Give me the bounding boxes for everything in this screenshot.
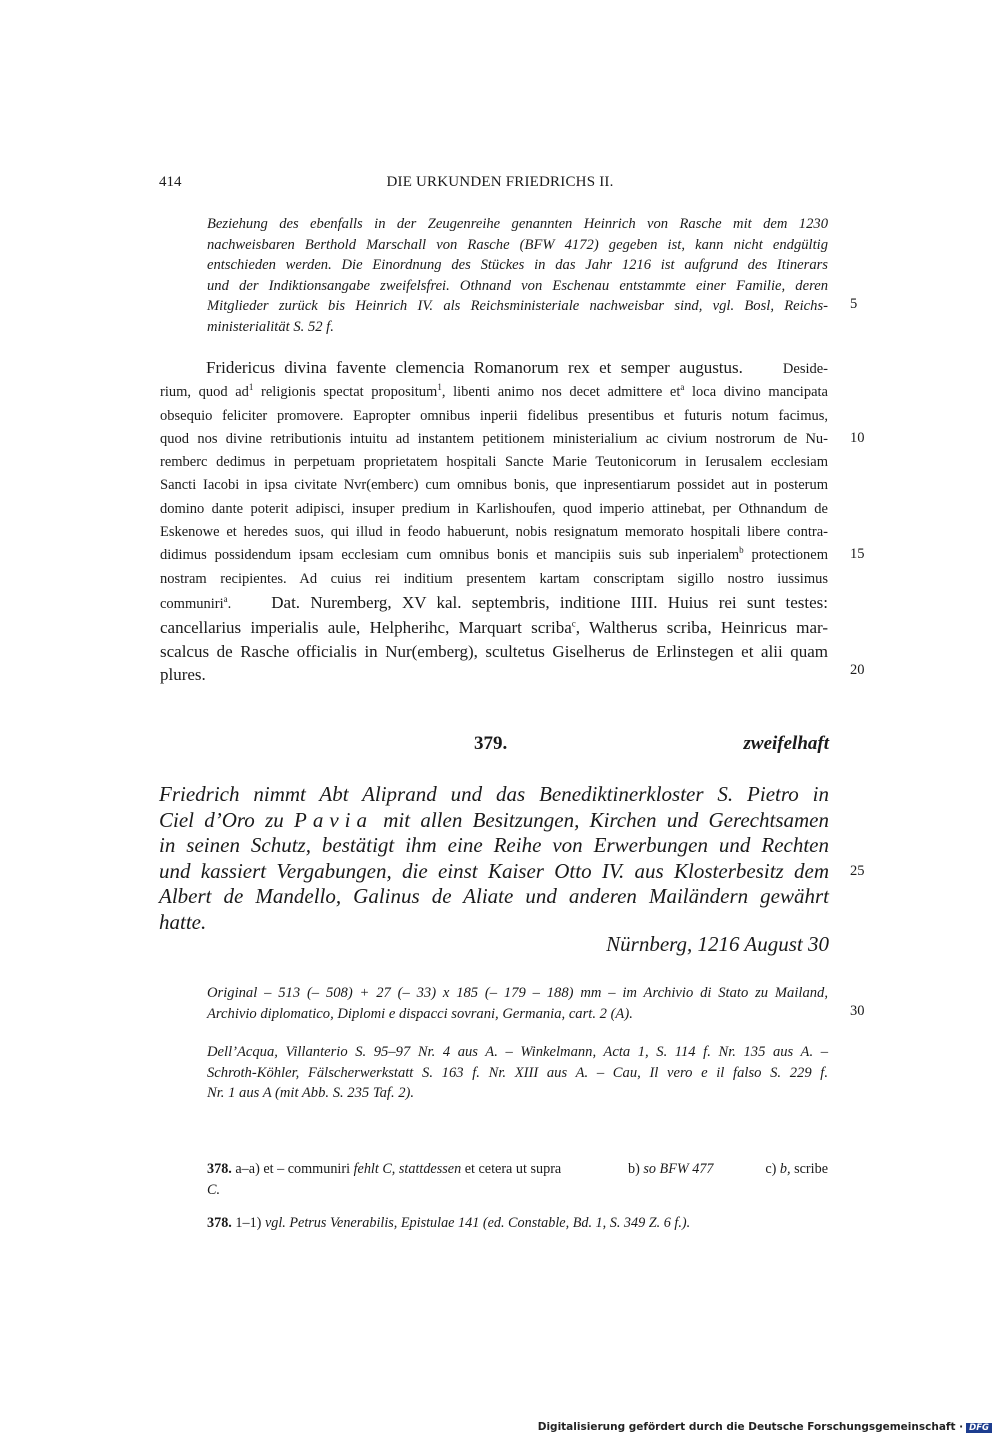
note-marker: a (223, 594, 228, 605)
charter-text (160, 356, 828, 686)
print-line: Dell’Acqua, Villanterio S. 95–97 Nr. 4 aus A. – Winkelmann, Acta 1, S. 114 f. Nr. 135 aus A. – (207, 1044, 828, 1060)
commentary-line: Mitglieder zurück bis Heinrich IV. als Reichsministeriale nachweisbar sind, vgl. Bosl, Reichs- (207, 298, 828, 314)
text-line: Eskenowe et heredes suos, qui illud in feodo habuerunt, nobis resignatum memorato hospitali libere contra- (160, 524, 828, 541)
intitulatio: Fridericus divina favente clemencia Romanorum rex et semper augustus. (206, 358, 743, 377)
line-number: 30 (850, 1003, 865, 1019)
text-line (160, 616, 828, 639)
credit-text: Digitalisierung gefördert durch die Deutsche Forschungsgemeinschaft · (537, 1421, 964, 1433)
text-line: domino dante poterit adipisci, insuper predium in Karlishoufen, quod imperio attinebat, per Othnandum de (160, 500, 828, 517)
text-fragment: communiri (160, 595, 224, 612)
datum-clause: Dat. Nuremberg, XV kal. septembris, inditione IIII. Huius rei sunt testes: (271, 592, 828, 612)
text-fragment: c) (765, 1161, 780, 1177)
document-qualifier: zweifelhaft (743, 733, 829, 754)
footnote-apparatus (207, 1159, 828, 1200)
text-fragment: 1–1) (231, 1215, 265, 1231)
text-fragment: et cetera ut supra (461, 1161, 562, 1177)
note-marker: 1 (437, 382, 442, 393)
source-line: Original – 513 (– 508) + 27 (– 33) x 185 (– 179 – 188) mm – im Archivio di Stato zu Mailand, (207, 985, 828, 1001)
text-fragment: b, (779, 1161, 791, 1177)
print-line: Nr. 1 aus A (mit Abb. S. 235 Taf. 2). (207, 1085, 415, 1101)
text-fragment: protectionem (743, 547, 828, 564)
line-number: 5 (850, 296, 858, 312)
text-line: remberc dedimus in perpetuam proprietatem hospitali Sancte Marie Teutonicorum in Ierusalem ecclesiam (160, 454, 828, 471)
text-line: communiri$^a$. Dat. Nuremberg, XV kal. septembris, inditione IIII. Huius rei sunt testes: (160, 592, 828, 612)
print-editions (207, 1042, 828, 1104)
text-fragment: Ciel d’Oro zu (159, 807, 294, 832)
text-fragment: loca divino mancipata (684, 384, 828, 401)
text-fragment: fehlt C, stattdessen (353, 1161, 462, 1177)
text-fragment: religionis spectat propositum (253, 384, 438, 401)
commentary-line: ministerialität S. 52 f. (207, 318, 334, 335)
text-line: nostram recipientes. Ad cuius rei inditium presentem kartam conscriptam sigillo nostro iussimus (160, 570, 828, 587)
print-line: Schroth-Köhler, Fälscherwerkstatt S. 163 f. Nr. XIII aus A. – Cau, Il vero e il falso S. 229 f. (207, 1064, 828, 1081)
regest-line: Albert de Mandello, Galinus de Aliate und anderen Mailändern gewährt (159, 884, 829, 908)
line-number: 10 (850, 430, 865, 446)
regest-line: in seinen Schutz, bestätigt ihm eine Reihe von Erwerbungen und Rechten (159, 833, 829, 857)
footnote-number: 378. (207, 1215, 232, 1231)
regest-line (159, 808, 829, 834)
text-fragment: C. (207, 1181, 221, 1198)
place-date: Nürnberg, 1216 August 30 (606, 932, 829, 956)
commentary-line: entschieden werden. Die Einordnung des Stückes in das Jahr 1216 ist aufgrund des Itinerars (207, 257, 828, 273)
document-number: 379. (474, 733, 508, 754)
source-line: Archivio diplomatico, Diplomi e dispacci sovrani, Germania, cart. 2 (A). (207, 1005, 633, 1022)
note-marker: a (680, 382, 685, 393)
footnote-number: 378. (207, 1161, 232, 1177)
text-fragment: , libenti animo nos decet admittere et (441, 384, 681, 401)
text-line (160, 381, 828, 404)
footnote-source (207, 1213, 828, 1234)
place-name: Pavia (294, 807, 373, 832)
text-fragment: b) (628, 1161, 644, 1177)
line-number: 20 (850, 662, 865, 678)
text-fragment: so BFW 477 (643, 1161, 714, 1177)
regest-line: Friedrich nimmt Abt Aliprand und das Benediktinerkloster S. Pietro in (159, 782, 829, 806)
text-fragment: scribe (790, 1161, 828, 1177)
text-fragment: mit allen Besitzungen, Kirchen und Gerechtsamen (372, 807, 829, 832)
text-fragment: didimus possidendum ipsam ecclesiam cum omnibus bonis et mancipiis suis sub inperialem (160, 547, 740, 564)
text-fragment: vgl. Petrus Venerabilis, Epistulae 141 (ed. Constable, Bd. 1, S. 349 Z. 6 f.). (264, 1215, 691, 1231)
regest-line: hatte. (159, 909, 207, 934)
digitization-credit (538, 1421, 992, 1433)
source-tradition (207, 983, 828, 1024)
text-line (160, 544, 828, 567)
text-fragment: , Waltherus scriba, Heinricus mar- (575, 618, 828, 638)
text-line: plures. (160, 664, 206, 684)
regest (159, 782, 829, 935)
text-line: scalcus de Rasche officialis in Nur(emberg), scultetus Giselherus de Erlinstegen et alii quam (160, 641, 828, 661)
text-fragment: rium, quod ad (160, 384, 249, 401)
commentary-block (207, 214, 828, 337)
commentary-line: Beziehung des ebenfalls in der Zeugenreihe genannten Heinrich von Rasche mit dem 1230 (207, 216, 828, 232)
commentary-line: nachweisbaren Berthold Marschall von Rasche (BFW 4172) gegeben ist, kann nicht endgültig (207, 236, 828, 253)
text-fragment: Deside- (782, 361, 828, 377)
regest-line: und kassiert Vergabungen, die einst Kaiser Otto IV. aus Klosterbesitz dem (159, 858, 829, 883)
text-line: quod nos divine retributionis intuitu ad instantem petitionem ministerialium ac civium nostrorum de Nu- (160, 430, 828, 447)
note-marker: c (571, 618, 576, 629)
text-line (160, 356, 828, 381)
text-fragment: a–a) et – communiri (231, 1161, 354, 1177)
line-number: 25 (850, 863, 865, 879)
text-fragment: cancellarius imperialis aule, Helpherihc, Marquart scriba (160, 618, 572, 638)
text-line: obsequio feliciter promovere. Eapropter omnibus inperii fidelibus presentibus et futuris notum facimus, (160, 407, 828, 424)
note-marker: b (739, 545, 744, 556)
running-title: DIE URKUNDEN FRIEDRICHS II. (386, 174, 614, 190)
dfg-logo: DFG (966, 1423, 992, 1433)
commentary-line: und der Indiktionsangabe zweifelsfrei. Othnand von Eschenau entstammte einer Familie, deren (207, 277, 828, 294)
note-marker: 1 (248, 382, 254, 393)
text-line: Sancti Iacobi in ipsa civitate Nvr(emberc) cum omnibus bonis, que inpresentiarum possidet aut in posterum (160, 477, 828, 494)
line-number: 15 (850, 546, 865, 562)
page-number: 414 (159, 174, 182, 190)
